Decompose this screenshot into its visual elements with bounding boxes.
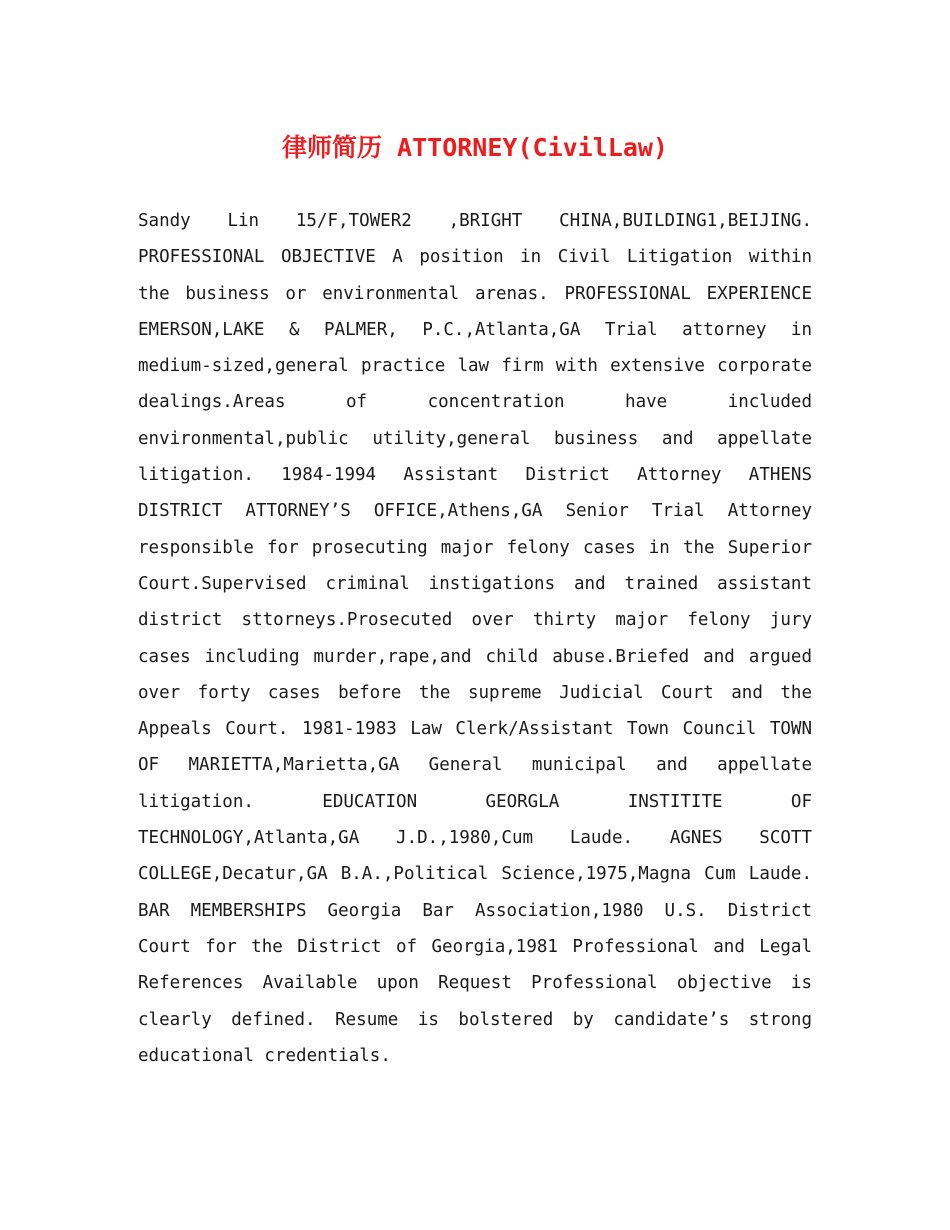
- resume-body-text: Sandy Lin 15/F,TOWER2 ,BRIGHT CHINA,BUILDING1,BEIJING. PROFESSIONAL OBJECTIVE A position in Civil Litigation within the business or environmental arenas. PROFESSIONAL EXPERIENCE EMERSON,LAKE & PALMER, P.C.,Atlanta,GA Trial attorney in medium-sized,general practice law firm with extensive corporate dealings.Areas of concentration have included environmental,public utility,general business and appellate litigation. 1984-1994 Assistant District Attorney ATHENS DISTRICT ATTORNEY’S OFFICE,Athens,GA Senior Trial Attorney responsible for prosecuting major felony cases in the Superior Court.Supervised criminal instigations and trained assistant district sttorneys.Prosecuted over thirty major felony jury cases including murder,rape,and child abuse.Briefed and argued over forty cases before the supreme Judicial Court and the Appeals Court. 1981-1983 Law Clerk/Assistant Town Council TOWN OF MARIETTA,Marietta,GA General municipal and appellate litigation. EDUCATION GEORGLA INSTITITE OF TECHNOLOGY,Atlanta,GA J.D.,1980,Cum Laude. AGNES SCOTT COLLEGE,Decatur,GA B.A.,Political Science,1975,Magna Cum Laude. BAR MEMBERSHIPS Georgia Bar Association,1980 U.S. District Court for the District of Georgia,1981 Professional and Legal References Available upon Request Professional objective is clearly defined. Resume is bolstered by candidate’s strong educational credentials.: [138, 211, 812, 1066]
- document-title: 律师简历 ATTORNEY(CivilLaw): [282, 133, 668, 162]
